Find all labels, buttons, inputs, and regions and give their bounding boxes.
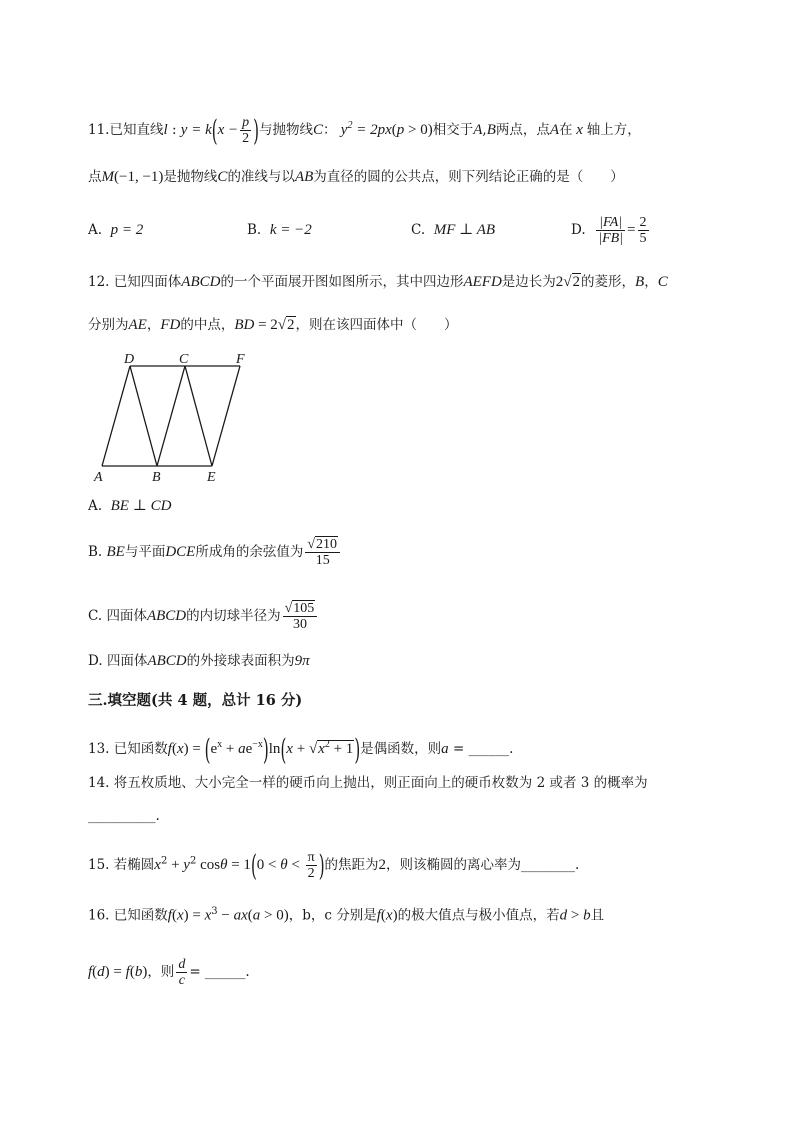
q11-line1: 11.已知直线l : y = k(x − $\frac{p}{2}$ )与抛物线C： $y^2 = 2px(p > 0)$相交于A,B两点，点A在 x 轴上方， bbox=[88, 113, 641, 148]
q13: 13. 已知函数$f(x) = (e^x + ae^{-x})\ln(x + √x^2 + 1)$是偶函数，则a = ______. bbox=[88, 732, 514, 767]
q11-line2: 点M(−1, −1)是抛物线C的准线与以AB为直径的圆的公共点，则下列结论正确的是（ ） bbox=[88, 169, 624, 185]
q11-option-b: B. k = −2 bbox=[247, 222, 312, 238]
q12-line2: 分别为AE，FD的中点，BD = 2√2，则在该四面体中（ ） bbox=[88, 317, 458, 333]
q12-option-b: B. BE与平面DCE所成角的余弦值为 $\frac{√210}{15}$ bbox=[88, 530, 342, 574]
label-f: F bbox=[236, 352, 245, 367]
q12-option-c: C. 四面体ABCD的内切球半径为 $\frac{√105}{30}$ bbox=[88, 594, 319, 638]
label-c: C bbox=[179, 352, 189, 367]
label-a: A bbox=[94, 470, 103, 485]
section-title: 三.填空题(共 4 题，总计 16 分) bbox=[88, 692, 303, 709]
edge-b-c bbox=[157, 366, 185, 466]
q12-line1: 12. 已知四面体ABCD的一个平面展开图如图所示，其中四边形AEFD是边长为2√2的菱形，B，C bbox=[88, 274, 668, 290]
q16-line1: 16. 已知函数$f(x) = x^3 - ax(a > 0)$，b，c 分别是f(x)的极大值点与极小值点，若d > b且 bbox=[88, 906, 605, 924]
q11-option-d: D. $\frac{|FA|}{|FB|}$ = $\frac{2}{5}$ bbox=[571, 215, 647, 246]
edge-d-b bbox=[130, 366, 157, 466]
label-b: B bbox=[152, 470, 161, 485]
label-e: E bbox=[207, 470, 216, 485]
q16-line2: f(d) = f(b)，则 $\frac{d}{c}$ = ______. bbox=[88, 957, 250, 988]
edge-c-e bbox=[185, 366, 212, 466]
q14-line1: 14. 将五枚质地、大小完全一样的硬币向上抛出，则正面向上的硬币枚数为 2 或者 3 的概率为 bbox=[88, 775, 648, 791]
label-d: D bbox=[124, 352, 135, 367]
edge-a-d bbox=[102, 366, 130, 466]
q12-option-d: D. 四面体ABCD的外接球表面积为9π bbox=[88, 653, 310, 669]
q11-option-c: C. MF ⊥ AB bbox=[411, 222, 496, 238]
q14-line2: __________. bbox=[88, 808, 160, 824]
q12-option-a: A. BE ⊥ CD bbox=[88, 498, 172, 514]
q15: 15. 若椭圆$x^2 + y^2$ cosθ = 1(0 < θ < $\frac{\pi}{2}$ )的焦距为2，则该椭圆的离心率为________. bbox=[88, 848, 580, 883]
q11-option-a: A. p = 2 bbox=[88, 222, 144, 238]
edge-e-f bbox=[212, 366, 240, 466]
unfolding-diagram bbox=[88, 348, 268, 488]
